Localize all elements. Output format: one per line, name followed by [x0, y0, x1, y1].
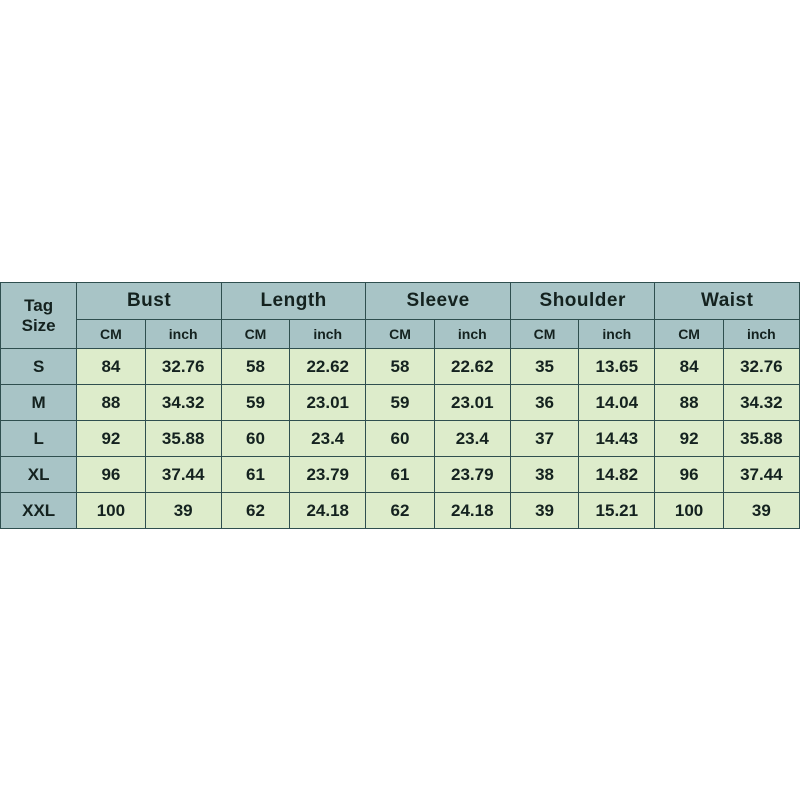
table-row	[1, 421, 800, 457]
cell-m-bust-cm: 88	[77, 385, 145, 421]
cell-s-bust-cm: 84	[77, 349, 145, 385]
cell-l-length-cm: 60	[221, 421, 289, 457]
cell-m-shoulder-cm: 36	[510, 385, 578, 421]
cell-xxl-waist-cm: 100	[655, 493, 723, 529]
unit-header-length-cm: CM	[221, 320, 289, 349]
cell-s-length-inch: 22.62	[290, 349, 366, 385]
cell-s-shoulder-inch: 13.65	[579, 349, 655, 385]
unit-header-length-inch: inch	[290, 320, 366, 349]
cell-s-sleeve-inch: 22.62	[434, 349, 510, 385]
unit-header-bust-cm: CM	[77, 320, 145, 349]
cell-xl-waist-inch: 37.44	[723, 457, 799, 493]
cell-l-waist-cm: 92	[655, 421, 723, 457]
cell-xl-waist-cm: 96	[655, 457, 723, 493]
unit-header-sleeve-inch: inch	[434, 320, 510, 349]
cell-xxl-waist-inch: 39	[723, 493, 799, 529]
unit-header-waist-inch: inch	[723, 320, 799, 349]
group-header-shoulder: Shoulder	[510, 283, 655, 320]
group-header-sleeve: Sleeve	[366, 283, 511, 320]
cell-m-bust-inch: 34.32	[145, 385, 221, 421]
cell-xxl-length-cm: 62	[221, 493, 289, 529]
size-label-m: M	[1, 385, 77, 421]
cell-xl-bust-cm: 96	[77, 457, 145, 493]
size-chart-table	[0, 282, 800, 529]
cell-xxl-sleeve-inch: 24.18	[434, 493, 510, 529]
cell-xl-sleeve-inch: 23.79	[434, 457, 510, 493]
cell-l-sleeve-inch: 23.4	[434, 421, 510, 457]
cell-l-length-inch: 23.4	[290, 421, 366, 457]
size-label-xxl: XXL	[1, 493, 77, 529]
cell-xl-shoulder-cm: 38	[510, 457, 578, 493]
size-chart-container	[0, 282, 800, 529]
cell-m-waist-cm: 88	[655, 385, 723, 421]
cell-s-bust-inch: 32.76	[145, 349, 221, 385]
cell-s-shoulder-cm: 35	[510, 349, 578, 385]
cell-l-bust-cm: 92	[77, 421, 145, 457]
table-row	[1, 457, 800, 493]
cell-s-sleeve-cm: 58	[366, 349, 434, 385]
unit-header-waist-cm: CM	[655, 320, 723, 349]
corner-tag-size-cell	[1, 283, 77, 349]
cell-l-waist-inch: 35.88	[723, 421, 799, 457]
group-header-bust: Bust	[77, 283, 222, 320]
cell-m-sleeve-inch: 23.01	[434, 385, 510, 421]
cell-m-length-inch: 23.01	[290, 385, 366, 421]
unit-header-shoulder-inch: inch	[579, 320, 655, 349]
cell-s-waist-cm: 84	[655, 349, 723, 385]
cell-m-length-cm: 59	[221, 385, 289, 421]
cell-l-sleeve-cm: 60	[366, 421, 434, 457]
cell-xl-shoulder-inch: 14.82	[579, 457, 655, 493]
cell-xxl-bust-inch: 39	[145, 493, 221, 529]
cell-xl-length-cm: 61	[221, 457, 289, 493]
cell-m-shoulder-inch: 14.04	[579, 385, 655, 421]
cell-xl-sleeve-cm: 61	[366, 457, 434, 493]
cell-xxl-sleeve-cm: 62	[366, 493, 434, 529]
corner-label-line2: Size	[21, 315, 56, 335]
table-row	[1, 349, 800, 385]
unit-header-bust-inch: inch	[145, 320, 221, 349]
cell-s-length-cm: 58	[221, 349, 289, 385]
cell-xxl-length-inch: 24.18	[290, 493, 366, 529]
cell-xxl-shoulder-inch: 15.21	[579, 493, 655, 529]
cell-xl-bust-inch: 37.44	[145, 457, 221, 493]
size-label-s: S	[1, 349, 77, 385]
size-label-xl: XL	[1, 457, 77, 493]
size-label-l: L	[1, 421, 77, 457]
cell-xxl-bust-cm: 100	[77, 493, 145, 529]
table-row-group-header	[1, 283, 800, 320]
cell-l-shoulder-cm: 37	[510, 421, 578, 457]
cell-l-shoulder-inch: 14.43	[579, 421, 655, 457]
unit-header-sleeve-cm: CM	[366, 320, 434, 349]
corner-label-line1: Tag	[24, 295, 54, 315]
unit-header-shoulder-cm: CM	[510, 320, 578, 349]
cell-m-waist-inch: 34.32	[723, 385, 799, 421]
table-row	[1, 385, 800, 421]
group-header-length: Length	[221, 283, 366, 320]
cell-s-waist-inch: 32.76	[723, 349, 799, 385]
group-header-waist: Waist	[655, 283, 800, 320]
table-row-unit-header	[1, 320, 800, 349]
cell-m-sleeve-cm: 59	[366, 385, 434, 421]
cell-l-bust-inch: 35.88	[145, 421, 221, 457]
table-row	[1, 493, 800, 529]
cell-xxl-shoulder-cm: 39	[510, 493, 578, 529]
cell-xl-length-inch: 23.79	[290, 457, 366, 493]
